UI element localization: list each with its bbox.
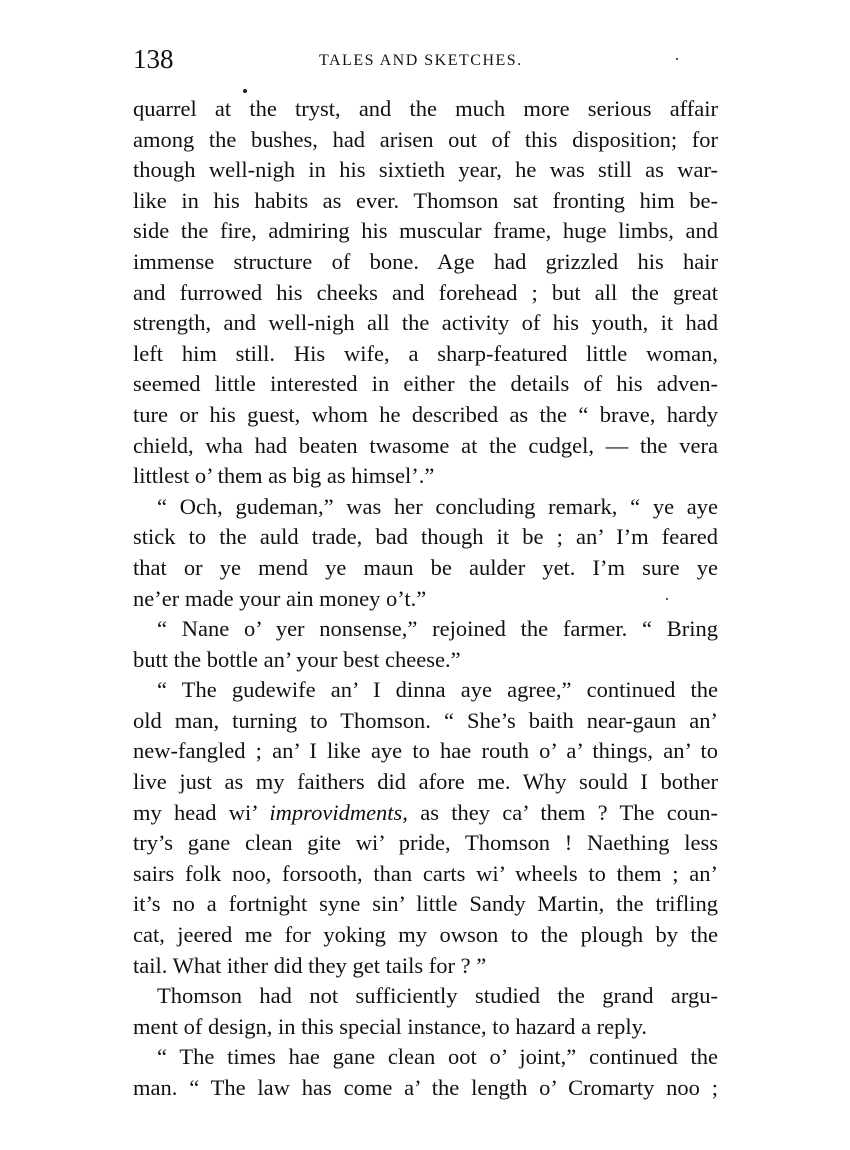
paragraph bbox=[133, 981, 718, 1042]
page-number: 138 bbox=[133, 44, 174, 74]
paragraph bbox=[133, 1042, 718, 1103]
text-line: new-fangled ; an’ I like aye to hae routh o’ a’ things, an’ to bbox=[133, 738, 718, 764]
text-line: quarrel at the tryst, and the much more serious affair bbox=[133, 96, 718, 121]
text-line: tail. What ither did they get tails for ? ” bbox=[133, 952, 487, 978]
text-line: sairs folk noo, forsooth, than carts wi’ wheels to them ; an’ bbox=[133, 860, 718, 886]
text-line: “ Och, gudeman,” was her concluding remark, “ ye aye bbox=[157, 493, 718, 519]
text-line: ture or his guest, whom he described as the “ brave, hardy bbox=[133, 401, 718, 427]
text-line: old man, turning to Thomson. “ She’s baith near-gaun an’ bbox=[133, 707, 718, 733]
text-line: Thomson had not sufficiently studied the grand argu- bbox=[157, 983, 718, 1009]
text-line: stick to the auld trade, bad though it be ; an’ I’m feared bbox=[133, 524, 718, 550]
text-line: seemed little interested in either the details of his adven- bbox=[133, 371, 718, 397]
text-line: littlest o’ them as big as himsel’.” bbox=[133, 463, 435, 489]
text-line: it’s no a fortnight syne sin’ little Sandy Martin, the trifling bbox=[133, 891, 718, 917]
paragraph bbox=[133, 614, 718, 675]
ink-speck bbox=[676, 58, 678, 60]
text-line: ment of design, in this special instance, to hazard a reply. bbox=[133, 1013, 648, 1039]
paragraph bbox=[133, 492, 718, 614]
italic-word: improvidments, bbox=[269, 799, 408, 825]
text-line: among the bushes, had arisen out of this disposition; for bbox=[133, 126, 718, 152]
paragraph bbox=[133, 94, 718, 492]
text-line: and furrowed his cheeks and forehead ; but all the great bbox=[133, 279, 718, 305]
text-line: left him still. His wife, a sharp-featured little woman, bbox=[133, 340, 718, 366]
text-segment: as they ca’ them ? The coun- bbox=[407, 799, 718, 825]
text-line: strength, and well-nigh all the activity of his youth, it had bbox=[133, 310, 718, 336]
text-line: immense structure of bone. Age had grizzled his hair bbox=[133, 248, 718, 274]
text-line: chield, wha had beaten twasome at the cudgel, — the vera bbox=[133, 432, 718, 458]
text-segment: my head wi’ bbox=[133, 799, 270, 825]
text-line: cat, jeered me for yoking my owson to the plough by the bbox=[133, 922, 718, 948]
text-line: that or ye mend ye maun be aulder yet. I’m sure ye bbox=[133, 554, 718, 580]
text-line bbox=[133, 798, 718, 829]
text-line: ne’er made your ain money o’t.” bbox=[133, 585, 427, 611]
page-header bbox=[133, 42, 718, 76]
text-line: “ The gudewife an’ I dinna aye agree,” continued the bbox=[157, 677, 718, 703]
text-line: like in his habits as ever. Thomson sat fronting him be- bbox=[133, 187, 718, 213]
text-line: live just as my faithers did afore me. Why sould I bother bbox=[133, 769, 718, 795]
text-line: man. “ The law has come a’ the length o’ Cromarty noo ; bbox=[133, 1075, 718, 1100]
running-head: TALES AND SKETCHES. bbox=[319, 52, 523, 69]
ink-speck bbox=[243, 89, 247, 93]
text-line: “ The times hae gane clean oot o’ joint,” continued the bbox=[157, 1044, 718, 1070]
paragraph bbox=[133, 675, 718, 981]
text-line: side the fire, admiring his muscular frame, huge limbs, and bbox=[133, 218, 718, 244]
text-line: try’s gane clean gite wi’ pride, Thomson ! Naething less bbox=[133, 830, 718, 856]
text-line: “ Nane o’ yer nonsense,” rejoined the farmer. “ Bring bbox=[157, 616, 718, 642]
text-line: though well-nigh in his sixtieth year, he was still as war- bbox=[133, 157, 718, 183]
body-text bbox=[133, 94, 718, 1104]
text-line: butt the bottle an’ your best cheese.” bbox=[133, 646, 461, 672]
